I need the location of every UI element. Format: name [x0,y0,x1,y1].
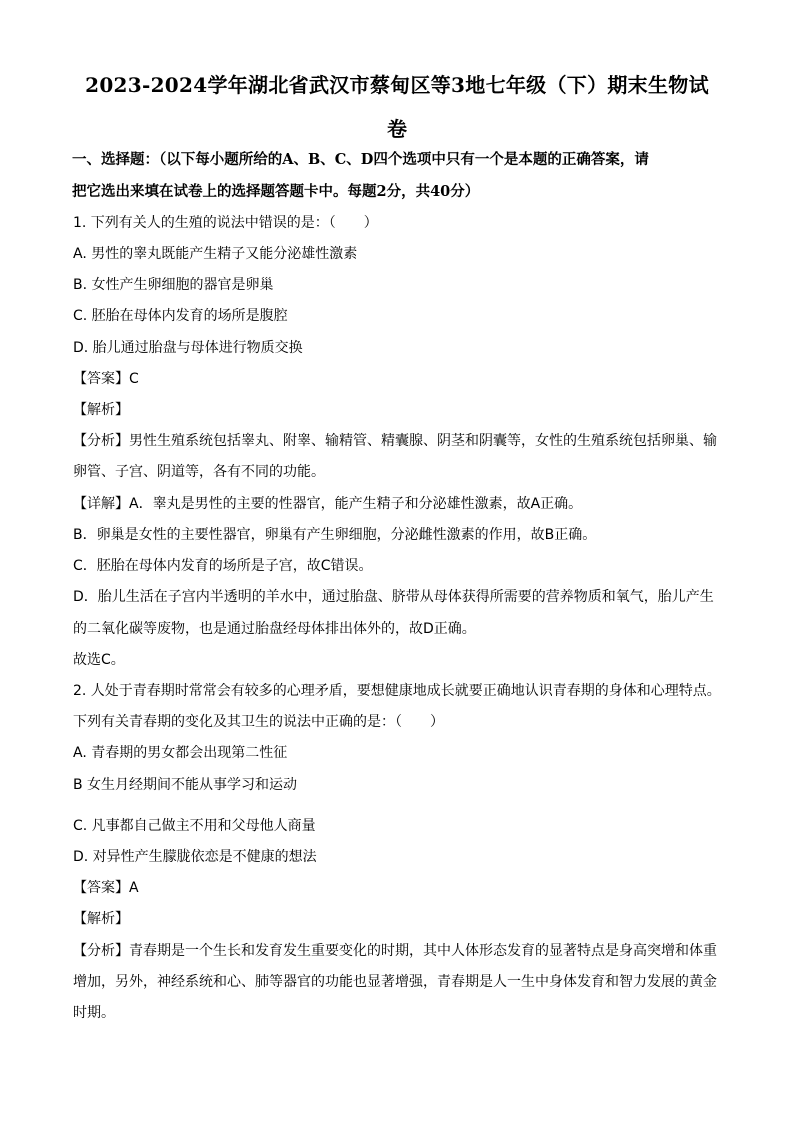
question-1-option-a: A. 男性的睾丸既能产生精子又能分泌雄性激素 [73,246,358,262]
question-1-fenxi-line-1: 【分析】男性生殖系统包括睾丸、附睾、输精管、精囊腺、阴茎和阴囊等，女性的生殖系统包括卵巢、输 [73,433,717,449]
question-2-answer: 【答案】A [73,880,139,896]
question-2-stem-line-2: 下列有关青春期的变化及其卫生的说法中正确的是：（ ） [73,714,444,730]
question-1-detail-line-5: 的二氧化碳等废物，也是通过胎盘经母体排出体外的，故D正确。 [73,621,476,637]
question-2-option-d: D. 对异性产生朦胧依恋是不健康的想法 [73,849,317,865]
question-2-fenxi-line-3: 时期。 [73,1005,115,1021]
question-2-option-c: C. 凡事都自己做主不用和父母他人商量 [73,818,316,834]
question-1-detail-line-1: 【详解】A．睾丸是男性的主要的性器官，能产生精子和分泌雄性激素，故A正确。 [73,496,583,512]
question-2-option-a: A. 青春期的男女都会出现第二性征 [73,745,288,761]
question-1-conclusion: 故选C。 [73,652,125,668]
question-1-detail-line-4: D．胎儿生活在子宫内半透明的羊水中，通过胎盘、脐带从母体获得所需要的营养物质和氧气，胎儿产生 [73,589,714,605]
question-2-option-b: B 女生月经期间不能从事学习和运动 [73,777,298,793]
question-2-stem-line-1: 2. 人处于青春期时常常会有较多的心理矛盾，要想健康地成长就要正确地认识青春期的身体和心理特点。 [73,683,721,699]
question-1-stem: 1. 下列有关人的生殖的说法中错误的是：（ ） [73,215,378,231]
document-title-line-1: 2023-2024学年湖北省武汉市蔡甸区等3地七年级（下）期末生物试 [85,73,709,97]
section-heading-line-1: 一、选择题：（以下每小题所给的A、B、C、D四个选项中只有一个是本题的正确答案，请 [72,151,649,168]
question-1-detail-line-3: C．胚胎在母体内发育的场所是子宫，故C错误。 [73,558,373,574]
section-heading-line-2: 把它选出来填在试卷上的选择题答题卡中。每题2分，共40分） [72,183,480,200]
question-1-fenxi-line-2: 卵管、子宫、阴道等，各有不同的功能。 [73,464,325,480]
question-2-fenxi-line-1: 【分析】青春期是一个生长和发育发生重要变化的时期，其中人体形态发育的显著特点是身高突增和体重 [73,943,717,959]
document-title-line-2: 卷 [387,117,407,141]
question-1-option-b: B. 女性产生卵细胞的器官是卵巢 [73,277,274,293]
question-1-answer: 【答案】C [73,371,139,387]
question-1-option-c: C. 胚胎在母体内发育的场所是腹腔 [73,308,288,324]
question-1-analysis-label: 【解析】 [73,402,129,418]
question-1-detail-line-2: B．卵巢是女性的主要性器官，卵巢有产生卵细胞，分泌雌性激素的作用，故B正确。 [73,527,597,543]
question-1-option-d: D. 胎儿通过胎盘与母体进行物质交换 [73,340,303,356]
question-2-fenxi-line-2: 增加，另外，神经系统和心、肺等器官的功能也显著增强，青春期是人一生中身体发育和智力发展的黄金 [73,974,717,990]
question-2-analysis-label: 【解析】 [73,911,129,927]
